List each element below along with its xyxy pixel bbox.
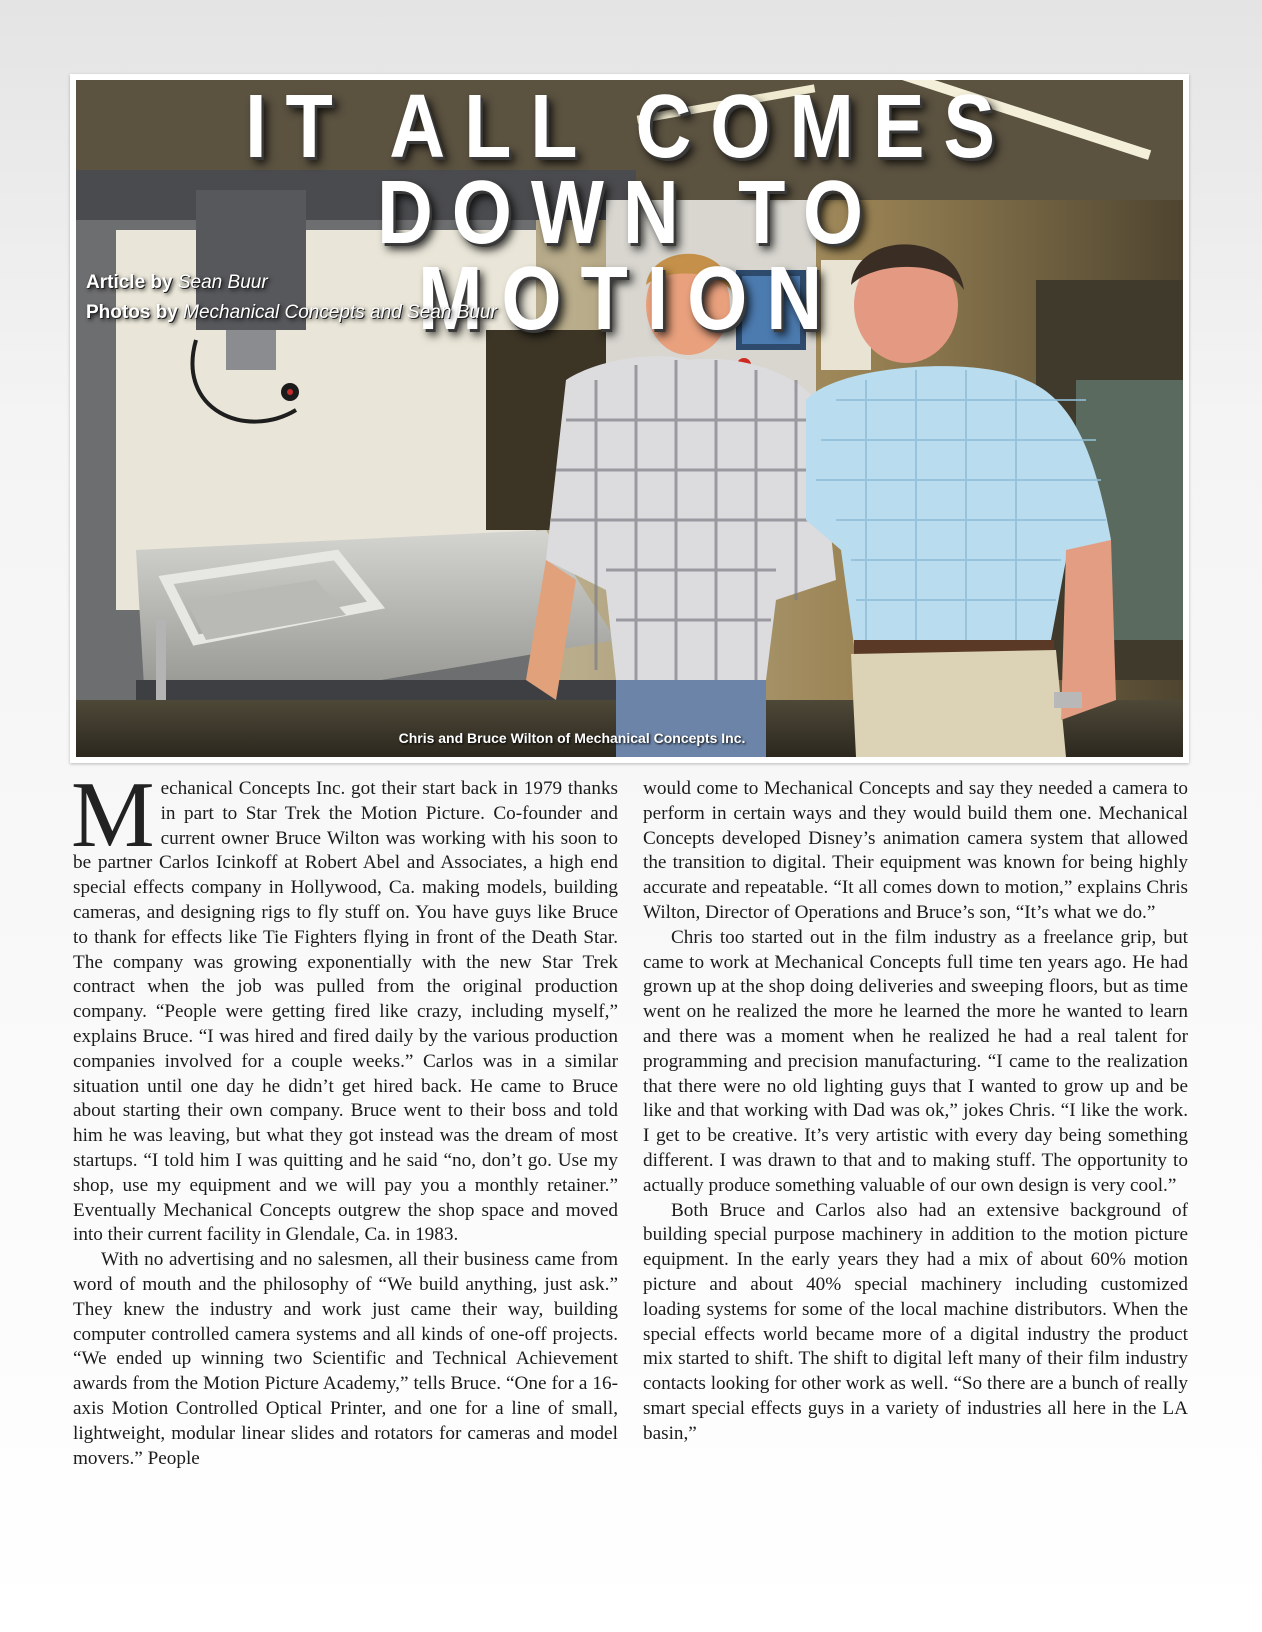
hero-photo-frame	[70, 74, 1189, 763]
photos-credit: Mechanical Concepts and Sean Buur	[183, 302, 497, 323]
hero-photo	[76, 80, 1183, 757]
paragraph-text: echanical Concepts Inc. got their start back in 1979 thanks in part to Star Trek the Motion Picture. Co-founder and current owner Bruce Wilton was working with his soon to be partner Carlos Icinkoff at Robert Abel and Associates, a high end special effects company in Hollywood, Ca. making models, building cameras, and designing rigs to fly stuff on. You have guys like Bruce to thank for effects like Tie Fighters flying in front of the Death Star. The company was growing exponentially with the new Star Trek contract when the job was pulled from the original production company. “People were getting fired like crazy, including myself,” explains Bruce. “I was hired and fired daily by the various production companies involved for a couple weeks.” Carlos was in a similar situation until one day he didn’t get hired back. He came to Bruce about starting their own company. Bruce went to their boss and told him he was leaving, but what they got instead was the dream of most startups. “I told him I was quitting and he said “no, don’t go. Use my shop, use my equipment and we will pay you a monthly retainer.” Eventually Mechanical Concepts outgrew the shop space and moved into their current facility in Glendale, Ca. in 1983.	[73, 778, 618, 1246]
article-column-right	[643, 777, 1188, 1447]
article-paragraph: Both Bruce and Carlos also had an extensive background of building special purpose machinery in addition to the motion picture equipment. In the early years they had a mix of about 60% motion picture and about 40% special machinery including customized loading systems for some of the local machine distributors. When the special effects world became more of a digital industry the product mix started to shift. The shift to digital left many of their film industry contacts looking for other work as well. “So there are a bunch of really smart special effects guys in a variety of industries all here in the LA basin,”	[643, 1199, 1188, 1444]
article-paragraph: Chris too started out in the film industry as a freelance grip, but came to work at Mechanical Concepts full time ten years ago. He had grown up at the shop doing deliveries and sweeping floors, but as time went on he realized the more he learned the more he wanted to learn and there was a moment when he realized he had a real talent for programming and precision manufacturing. “I came to the realization that there were no old lighting guys that I wanted to grow up and be like and that working with Dad was ok,” jokes Chris. “I like the work. I get to be creative. It’s very artistic with every day being something different. I was drawn to that and to making stuff. The opportunity to actually produce something valuable of our own design is very cool.”	[643, 926, 1188, 1196]
photos-by-label: Photos by	[86, 302, 178, 323]
article-paragraph: With no advertising and no salesmen, all their business came from word of mouth and the philosophy of “We build anything, just ask.” They knew the industry and work just came their way, building computer controlled camera systems and all kinds of one-off projects. “We ended up winning two Scientific and Technical Achievement awards from the Motion Picture Academy,” tells Bruce. “One for a 16-axis Motion Controlled Optical Printer, and one for a line of small, lightweight, modular linear slides and rotators for cameras and model movers.” People	[73, 1249, 618, 1469]
photo-caption: Chris and Bruce Wilton of Mechanical Concepts Inc.	[398, 730, 746, 746]
article-paragraph: would come to Mechanical Concepts and say they needed a camera to perform in certain ways and they would build them one. Mechanical Concepts developed Disney’s animation camera system that allowed the transition to digital. Their equipment was known for being highly accurate and repeatable. “It all comes down to motion,” explains Chris Wilton, Director of Operations and Bruce’s son, “It’s what we do.”	[643, 778, 1188, 923]
drop-cap: M	[71, 763, 155, 867]
article-by-label: Article by	[86, 272, 173, 293]
article-byline	[86, 268, 497, 298]
article-author: Sean Buur	[177, 272, 268, 293]
article-column-left	[71, 763, 618, 1471]
article-paragraph	[71, 763, 618, 1248]
article-credits	[86, 268, 497, 328]
photo-byline	[86, 298, 497, 328]
page-title: IT ALL COMES DOWN TO MOTION	[245, 80, 1014, 349]
